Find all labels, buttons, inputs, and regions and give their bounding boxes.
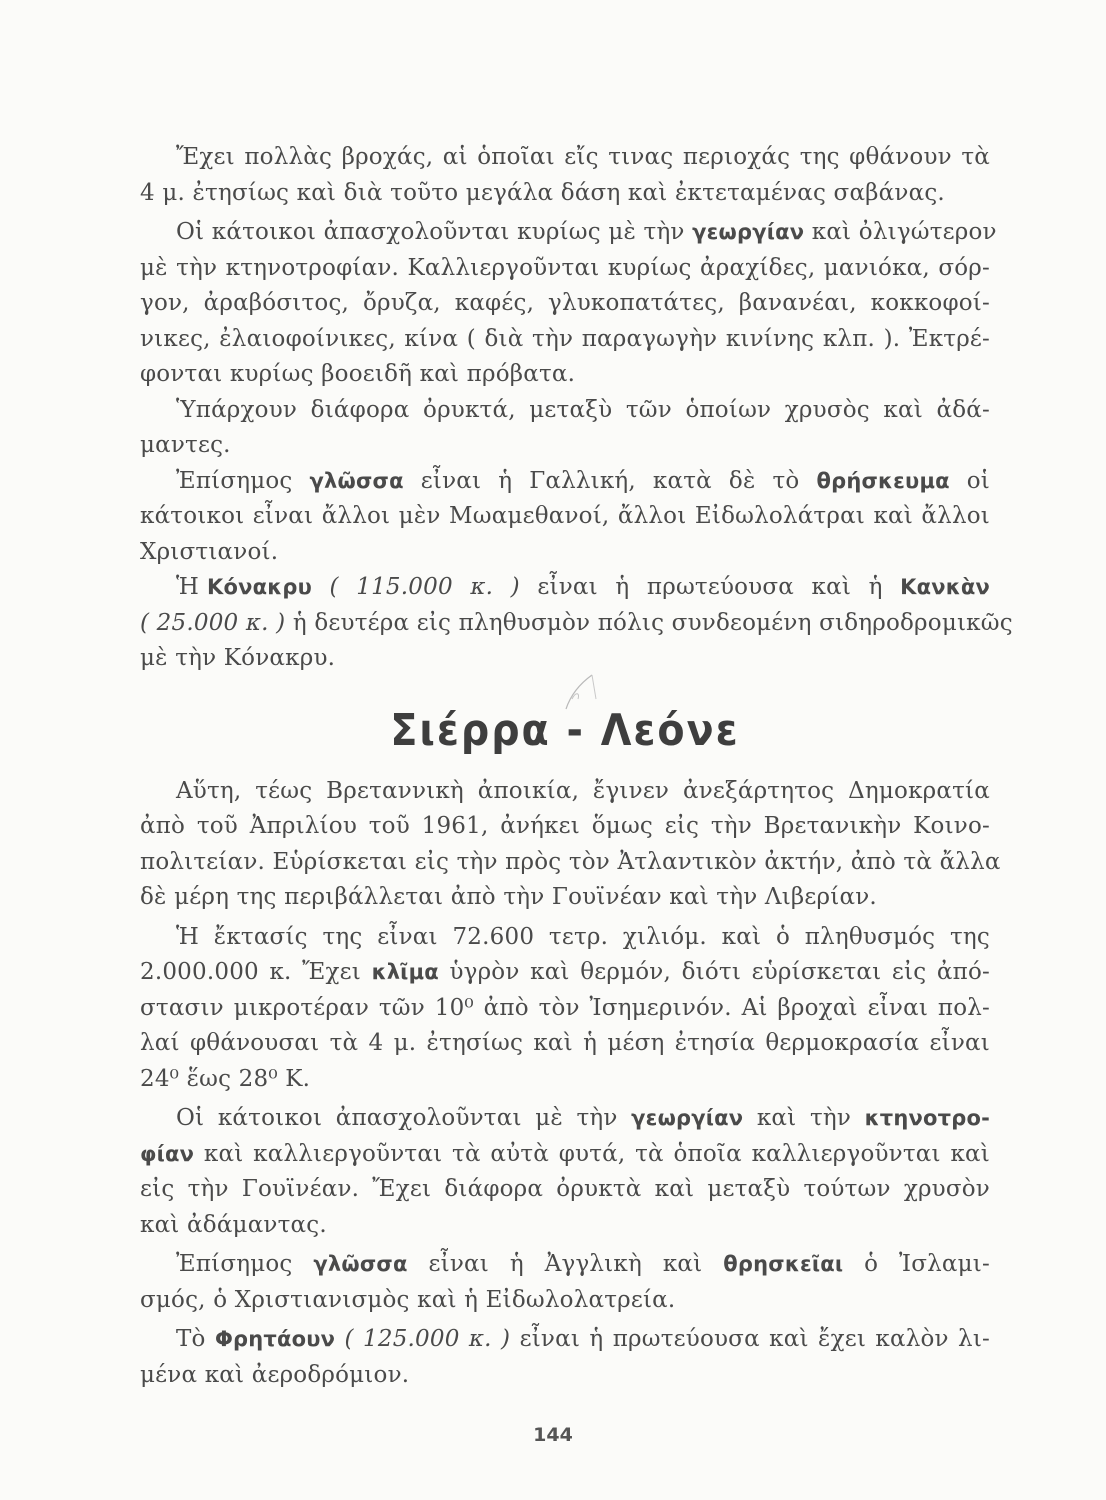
text-line: 2.000.000 κ. Ἔχει κλῖμα ὑγρὸν καὶ θερμόν, διότι εὑρίσκεται εἰς ἀπό- — [140, 959, 990, 985]
text-line: Ἔχει πολλὰς βροχάς, αἱ ὁποῖαι εἴς τινας περιοχάς της φθάνουν τὰ — [176, 144, 990, 170]
text-line: 24⁰ ἕως 28⁰ Κ. — [140, 1065, 311, 1092]
paragraph — [140, 1247, 990, 1318]
text-line: Ἐπίσημος γλῶσσα εἶναι ἡ Γαλλική, κατὰ δὲ τὸ θρήσκευμα οἱ — [176, 467, 991, 494]
text-line: Οἱ κάτοικοι ἀπασχολοῦνται μὲ τὴν γεωργίαν καὶ τὴν κτηνοτρο- — [176, 1105, 991, 1131]
text-line: σμός, ὁ Χριστιανισμὸς καὶ ἡ Εἰδωλολατρεία. — [140, 1286, 676, 1313]
paragraph — [140, 393, 990, 464]
text-line: φίαν καὶ καλλιεργοῦνται τὰ αὐτὰ φυτά, τὰ ὁποῖα καλλιεργοῦνται καὶ — [140, 1140, 990, 1167]
text-line: φονται κυρίως βοοειδῆ καὶ πρόβατα. — [140, 361, 576, 387]
bold-term: κλῖμα — [371, 960, 439, 984]
page-body — [140, 140, 1013, 1393]
page-number: 144 — [533, 1424, 573, 1446]
text-line: Χριστιανοί. — [140, 538, 279, 565]
paragraph — [140, 774, 1001, 916]
bold-term: γλῶσσα — [309, 468, 404, 493]
text-line: μὲ τὴν κτηνοτροφίαν. Καλλιεργοῦνται κυρίως ἀραχίδες, μανιόκα, σόρ- — [140, 254, 990, 281]
bold-term: Κανκὰν — [900, 575, 990, 599]
text-line: μαντες. — [140, 432, 231, 458]
text-line: κάτοικοι εἶναι ἄλλοι μὲν Μωαμεθανοί, ἄλλοι Εἰδωλολάτραι καὶ ἄλλοι — [140, 503, 990, 529]
text-line: λαί φθάνουσαι τὰ 4 μ. ἐτησίως καὶ ἡ μέση ἐτησία θερμοκρασία εἶναι — [140, 1030, 990, 1056]
text-line: μὲ τὴν Κόνακρυ. — [140, 645, 336, 671]
text-line: καὶ ἀδάμαντας. — [140, 1211, 327, 1238]
text-line: πολιτείαν. Εὑρίσκεται εἰς τὴν πρὸς τὸν Ἀτλαντικὸν ἀκτήν, ἀπὸ τὰ ἄλλα — [140, 848, 1001, 875]
bold-term: φίαν — [140, 1141, 195, 1166]
bold-term: γεωργίαν — [631, 1106, 744, 1130]
text-line: Ἐπίσημος γλῶσσα εἶναι ἡ Ἀγγλικὴ καὶ θρησκεῖαι ὁ Ἰσλαμι- — [176, 1251, 990, 1277]
bold-term: γεωργίαν — [692, 220, 805, 244]
bold-term: κτηνοτρο- — [864, 1106, 991, 1130]
paragraph — [140, 1322, 990, 1393]
text-line: ἀπὸ τοῦ Ἀπριλίου τοῦ 1961, ἀνήκει ὅμως εἰς τὴν Βρετανικὴν Κοινο- — [140, 813, 990, 839]
text-line: ( 25.000 κ. ) ἡ δευτέρα εἰς πληθυσμὸν πόλις συνδεομένη σιδηροδρομικῶς — [140, 609, 1013, 636]
text-line: 4 μ. ἐτησίως καὶ διὰ τοῦτο μεγάλα δάση καὶ ἐκτεταμένας σαβάνας. — [140, 179, 945, 206]
text-line: εἰς τὴν Γουϊνέαν. Ἔχει διάφορα ὀρυκτὰ καὶ μεταξὺ τούτων χρυσὸν — [140, 1176, 990, 1202]
text-line: δὲ μέρη της περιβάλλεται ἀπὸ τὴν Γουϊνέαν καὶ τὴν Λιβερίαν. — [140, 884, 877, 910]
bold-term: θρησκεῖαι — [723, 1252, 844, 1276]
text-line: γον, ἀραβόσιτος, ὄρυζα, καφές, γλυκοπατάτες, βανανέαι, κοκκοφοί- — [140, 290, 990, 316]
text-line: Αὕτη, τέως Βρεταννικὴ ἀποικία, ἔγινεν ἀνεξάρτητος Δημοκρατία — [176, 777, 990, 804]
paragraph — [140, 140, 990, 211]
text-line: Ἡ Κόνακρυ ( 115.000 κ. ) εἶναι ἡ πρωτεύουσα καὶ ἡ Κανκὰν — [176, 574, 990, 600]
bold-term: γλῶσσα — [313, 1252, 408, 1276]
text-line: Ἡ ἔκτασίς της εἶναι 72.600 τετρ. χιλιόμ. καὶ ὁ πληθυσμός της — [176, 923, 990, 950]
text-line: μένα καὶ ἀεροδρόμιον. — [140, 1361, 410, 1388]
bold-term: Κόνακρυ — [207, 575, 312, 599]
paragraph — [140, 464, 990, 571]
paragraph — [140, 570, 1013, 677]
paragraph — [140, 920, 990, 1098]
text-line: Οἱ κάτοικοι ἀπασχολοῦνται κυρίως μὲ τὴν γεωργίαν καὶ ὀλιγώτερον — [176, 219, 997, 245]
text-line: νικες, ἐλαιοφοίνικες, κίνα ( διὰ τὴν παραγωγὴν κινίνης κλπ. ). Ἐκτρέ- — [140, 325, 990, 352]
bold-term: Φρητάουν — [214, 1327, 336, 1351]
text-line: Ὑπάρχουν διάφορα ὀρυκτά, μεταξὺ τῶν ὁποίων χρυσὸς καὶ ἀδά- — [176, 396, 990, 423]
pencil-mark-icon — [558, 669, 604, 715]
text-line: στασιν μικροτέραν τῶν 10⁰ ἀπὸ τὸν Ἰσημερινόν. Αἱ βροχαὶ εἶναι πολ- — [140, 994, 990, 1021]
section-heading: Σιέρρα - Λεόνε — [140, 705, 990, 756]
paragraph — [140, 1101, 990, 1243]
bold-term: θρήσκευμα — [816, 468, 950, 493]
paragraph — [140, 215, 997, 393]
text-line: Τὸ Φρητάουν ( 125.000 κ. ) εἶναι ἡ πρωτεύουσα καὶ ἔχει καλὸν λι- — [176, 1326, 991, 1352]
